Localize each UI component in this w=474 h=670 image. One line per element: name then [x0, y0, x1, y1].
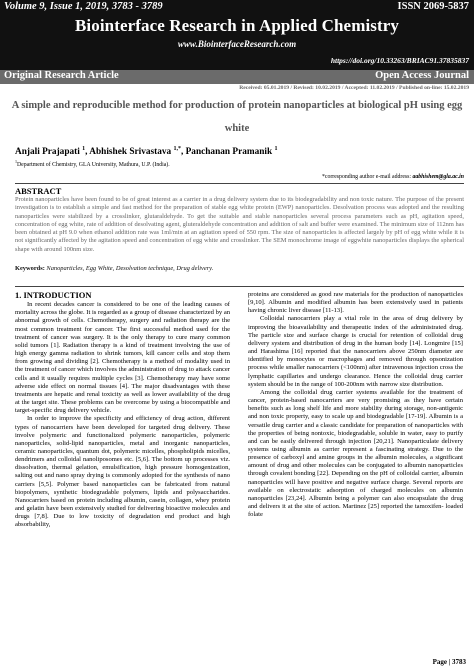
author-name: , Abhishek Srivastava [85, 147, 174, 158]
article-type-bar [0, 70, 474, 84]
author-affil-mark: 1 [274, 146, 278, 152]
publication-dates: Received: 05.01.2019 / Revised: 10.02.2019 / Accepted: 11.02.2019 / Published on-line: 15.02.2019 [239, 85, 469, 91]
keywords [15, 265, 464, 273]
paragraph: In order to improve the specificity and efficiency of drug action, different types of nanocarriers have been developed for targeted drug delivery. These involve polymeric and functionalized polymeric nanoparticles, polymeric nanoparticles, solid-lipid nanoparticles, metal and inorganic nanoparticles, ceramic nanoparticles, quantum dot, polymeric micelles, phospholipids micelles, dendrimers and colloidal nanoliposomes etc. [5,6]. The bottom up processes viz. dissolvation, thermal gelation, emulsification, high pressure homogenization, salting out and nano spray drying is commonly adopted for the synthesis of nano carriers [5,5]. Polymer based nanoparticles can be fabricated from natural biopolymers, synthetic biodegradable polymers, lipids and polysaccharides. Nanocarriers based on protein including albumin, casein, collagen, whey protein and gelatin have been extensively studied for delivering bioactive molecules and drugs [7,8]. Due to low toxicity of degradation end product and high absorbability, [15, 415, 230, 529]
paragraph: Colloidal nanocarriers play a vital role in the area of drug delivery by improving the bioavailability and therapeutic index of the administrated drug. The particle size and surface charge is crucial for retention of colloidal drug delivery system and distribution of drug in the human body [14]. Longmire [15] and Harashima [16] reported that the nanocarriers above 250nm diameter are identified by monocytes or macrophages and removed through opsonization process while smaller nanocarriers (<100nm) after intravenous injection cross the lymphatic capillaries and undergo clearance. Hence the colloidal drug carrier system should be in the range of 100-200nm with narrow size distribution. [248, 315, 463, 388]
section-heading: 1. INTRODUCTION [15, 290, 92, 300]
doi-link[interactable]: https://doi.org/10.33263/BRIAC91.37835837 [330, 56, 469, 65]
divider [15, 286, 464, 287]
author-affil-mark: 1 [82, 146, 86, 152]
affiliation-mark: 1 [15, 159, 17, 164]
page-number: Page | 3783 [432, 658, 466, 666]
right-column [248, 291, 463, 519]
keywords-label: Keywords: [15, 265, 45, 272]
journal-url-link[interactable]: www.BiointerfaceResearch.com [177, 39, 297, 49]
left-column [15, 291, 230, 530]
paragraph: In recent decades cancer is considered to be one of the leading causes of mortality across the globe. It is regarded as a group of disease characterized by an abnormal growth of cells. Chemotherapy, surgery and radiation therapy are the most common treatment for cancer. The first successful method used for the treatment of cancer was surgery. It is the only therapy to cure many common solid tumors [1]. Radiation therapy is a kind of treatment involving the use of high energy gamma radiation to shrink tumors, kill cancer cells and stop them from growing and dividing [2]. Chemotherapy is a method of modality used in the treatment of cancer which involves the administration of drug to attack cancer cells and it usually requires multiple cycles [3]. Chemotherapy may have some adverse side effect on normal tissues [4]. The major disadvantages with these treatments are hepatic and renal toxicity as well as lower availability of the drug at the target site. These problems can be overcome by using a biocompatible and target-specific drug delivery vehicle. [15, 301, 230, 415]
volume-info: Volume 9, Issue 1, 2019, 3783 - 3789 [4, 1, 163, 12]
keywords-text: Nanoparticles, Egg White, Desolvation technique, Drug delivery. [44, 265, 214, 272]
abstract-text: Protein nanoparticles have been found to be of great interest as a carrier in a drug delivery system due to its biodegradability and non toxic nature. The purpose of the present investigation is to establish a simple and fast method for the preparation of stable egg white protein (EWP) nanoparticles. Desolvation process was adopted and the resulting nanoparticles were stabilized by a crosslinker, glutaraldehyde. To get the suitable and stable nanoparticles several process parameters such as pH, agitation speed, concentration of egg white, rate of addition of desolvating agent, gluteraldehyde concentration and addition of salt and buffer were examined. The minimum size of 112nm has been obtained at pH 9.0 when ethanol addition rate was 1ml/min at an agitation speed of 550 rpm. The size of nanoparticles is affected largely by pH of egg white while it is not significantly affected by the agitation speed and concentration of egg white and crosslinker. The SEM monochrome image of eggwhite nanoparticles displays the spherical shape with around 100nm size. [15, 196, 464, 253]
corresponding-email-link[interactable]: aabhishem@gla.ac.in [412, 174, 464, 180]
author-affil-mark: 1,* [173, 146, 181, 152]
article-type: Original Research Article [4, 70, 119, 81]
abstract-heading: ABSTRACT [15, 186, 62, 196]
paragraph: Among the colloidal drug carrier systems available for the treatment of cancer, protein-based nanocarriers are very promising as they have certain benefits such as long shelf life and more stability during storage, non-antigenic and non toxic property, easy to scale up and biodegradable [17-19]. Albumin is a versatile drug carrier and a classic candidate for preparation of nanoparticles with the properties of being nontoxic, biodegradable, soluble in water, easy to purify and can be easily delivered through injection [20,21]. Nanoparticulate delivery systems using albumin as carrier represent a fascinating strategy. Due to the presence of carboxyl and amine groups in the albumin molecules, a significant amount of drug and other molecules can be conjugated to albumin nanoparticles through covalent bonding [22]. Depending on the pH of colloidal carrier, albumin nanoparticles will have positive and negative surface charge. Several reports are available on electrostatic adsorption of charged molecules on albumin nanoparticles [23,24]. Albumin being a polymer can also encapsulate the drug and delivers it at the site of action. Martinez [25] reported the tamoxifen- loaded folate [248, 388, 463, 519]
issn: ISSN 2069-5837 [397, 1, 469, 12]
journal-banner [0, 0, 474, 70]
author-list [15, 146, 277, 157]
author-name: , Panchanan Pramanik [180, 147, 275, 158]
access-type: Open Access Journal [375, 70, 469, 81]
divider [15, 183, 464, 184]
affiliation [15, 159, 170, 168]
corresponding-label: *corresponding author e-mail address: [322, 174, 413, 180]
corresponding-author [322, 174, 464, 180]
journal-title: Biointerface Research in Applied Chemistry [74, 16, 400, 35]
affiliation-text: Department of Chemistry, GLA University, Mathura, U.P. (India). [17, 161, 170, 168]
paragraph: proteins are considered as good raw materials for the production of nanoparticles [9,10]. Albumin and modified albumin has been extensively used in patients having chronic liver disease [11-13]. [248, 291, 463, 315]
author-name: Anjali Prajapati [15, 147, 83, 158]
article-title: A simple and reproducible method for production of protein nanoparticles at biological pH using egg white [11, 100, 463, 134]
